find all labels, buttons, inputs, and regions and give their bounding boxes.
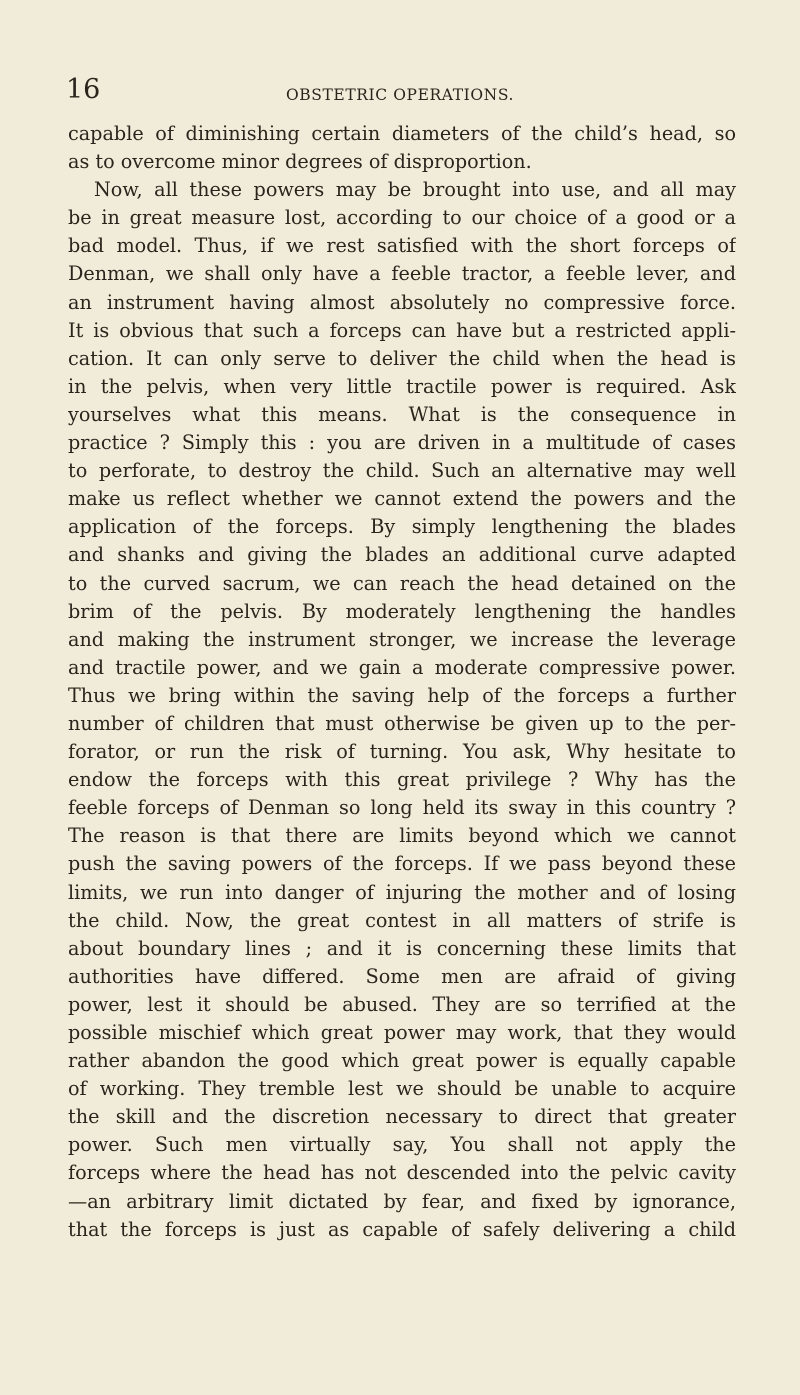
text-line: to perforate, to destroy the child. Such an alternative may well xyxy=(68,459,736,483)
text-line: and shanks and giving the blades an additional curve adapted xyxy=(68,543,736,567)
text-line: Thus we bring within the saving help of the forceps a further xyxy=(68,683,736,707)
text-line: the skill and the discretion necessary to direct that greater xyxy=(68,1105,736,1129)
text-line: the child. Now, the great contest in all matters of strife is xyxy=(68,908,736,932)
text-line: Now, all these powers may be brought into use, and all may xyxy=(94,178,736,202)
text-line: cation. It can only serve to deliver the child when the head is xyxy=(68,346,736,370)
text-line: of working. They tremble lest we should be unable to acquire xyxy=(68,1077,736,1101)
text-line: —an arbitrary limit dictated by fear, and fixed by ignorance, xyxy=(68,1189,736,1213)
text-line: application of the forceps. By simply lengthening the blades xyxy=(68,515,736,539)
text-line: capable of diminishing certain diameters of the child’s head, so xyxy=(68,122,736,145)
page-number: 16 xyxy=(66,74,101,105)
body-text xyxy=(68,120,736,1244)
text-line: The reason is that there are limits beyond which we cannot xyxy=(68,824,736,848)
text-line: endow the forceps with this great privilege ? Why has the xyxy=(68,768,736,792)
text-line: as to overcome minor degrees of disproportion. xyxy=(68,150,532,174)
text-line: feeble forceps of Denman so long held its sway in this country ? xyxy=(68,796,736,820)
text-line: It is obvious that such a forceps can have but a restricted appli- xyxy=(68,318,736,342)
text-line: Denman, we shall only have a feeble tractor, a feeble lever, and xyxy=(68,262,736,286)
text-line: push the saving powers of the forceps. If we pass beyond these xyxy=(68,852,736,876)
text-line: about boundary lines ; and it is concerning these limits that xyxy=(68,936,736,960)
text-line: yourselves what this means. What is the consequence in xyxy=(68,402,736,426)
text-line: power, lest it should be abused. They are so terrified at the xyxy=(68,992,736,1016)
text-line: brim of the pelvis. By moderately lengthening the handles xyxy=(68,599,736,623)
running-head: OBSTETRIC OPERATIONS. xyxy=(285,86,515,104)
text-line: limits, we run into danger of injuring the mother and of losing xyxy=(68,880,736,904)
text-line: to the curved sacrum, we can reach the head detained on the xyxy=(68,571,736,595)
text-line: that the forceps is just as capable of safely delivering a child xyxy=(68,1217,736,1241)
text-line: possible mischief which great power may work, that they would xyxy=(68,1021,736,1044)
text-line: power. Such men virtually say, You shall not apply the xyxy=(68,1133,736,1157)
text-line: forator, or run the risk of turning. You ask, Why hesitate to xyxy=(68,740,736,764)
text-line: make us reflect whether we cannot extend the powers and the xyxy=(68,487,736,511)
text-line: number of children that must otherwise be given up to the per- xyxy=(68,711,736,735)
text-line: practice ? Simply this : you are driven in a multitude of cases xyxy=(68,431,736,455)
text-line: and tractile power, and we gain a moderate compressive power. xyxy=(68,655,736,679)
text-line: authorities have differed. Some men are afraid of giving xyxy=(68,964,736,988)
text-line: forceps where the head has not descended into the pelvic cavity xyxy=(68,1161,736,1185)
text-line: an instrument having almost absolutely no compressive force. xyxy=(68,290,736,314)
text-line: bad model. Thus, if we rest satisfied with the short forceps of xyxy=(68,234,736,258)
text-line: in the pelvis, when very little tractile power is required. Ask xyxy=(68,374,736,398)
text-line: and making the instrument stronger, we increase the leverage xyxy=(68,627,736,651)
text-line: rather abandon the good which great power is equally capable xyxy=(68,1049,736,1073)
text-line: be in great measure lost, according to our choice of a good or a xyxy=(68,206,736,230)
